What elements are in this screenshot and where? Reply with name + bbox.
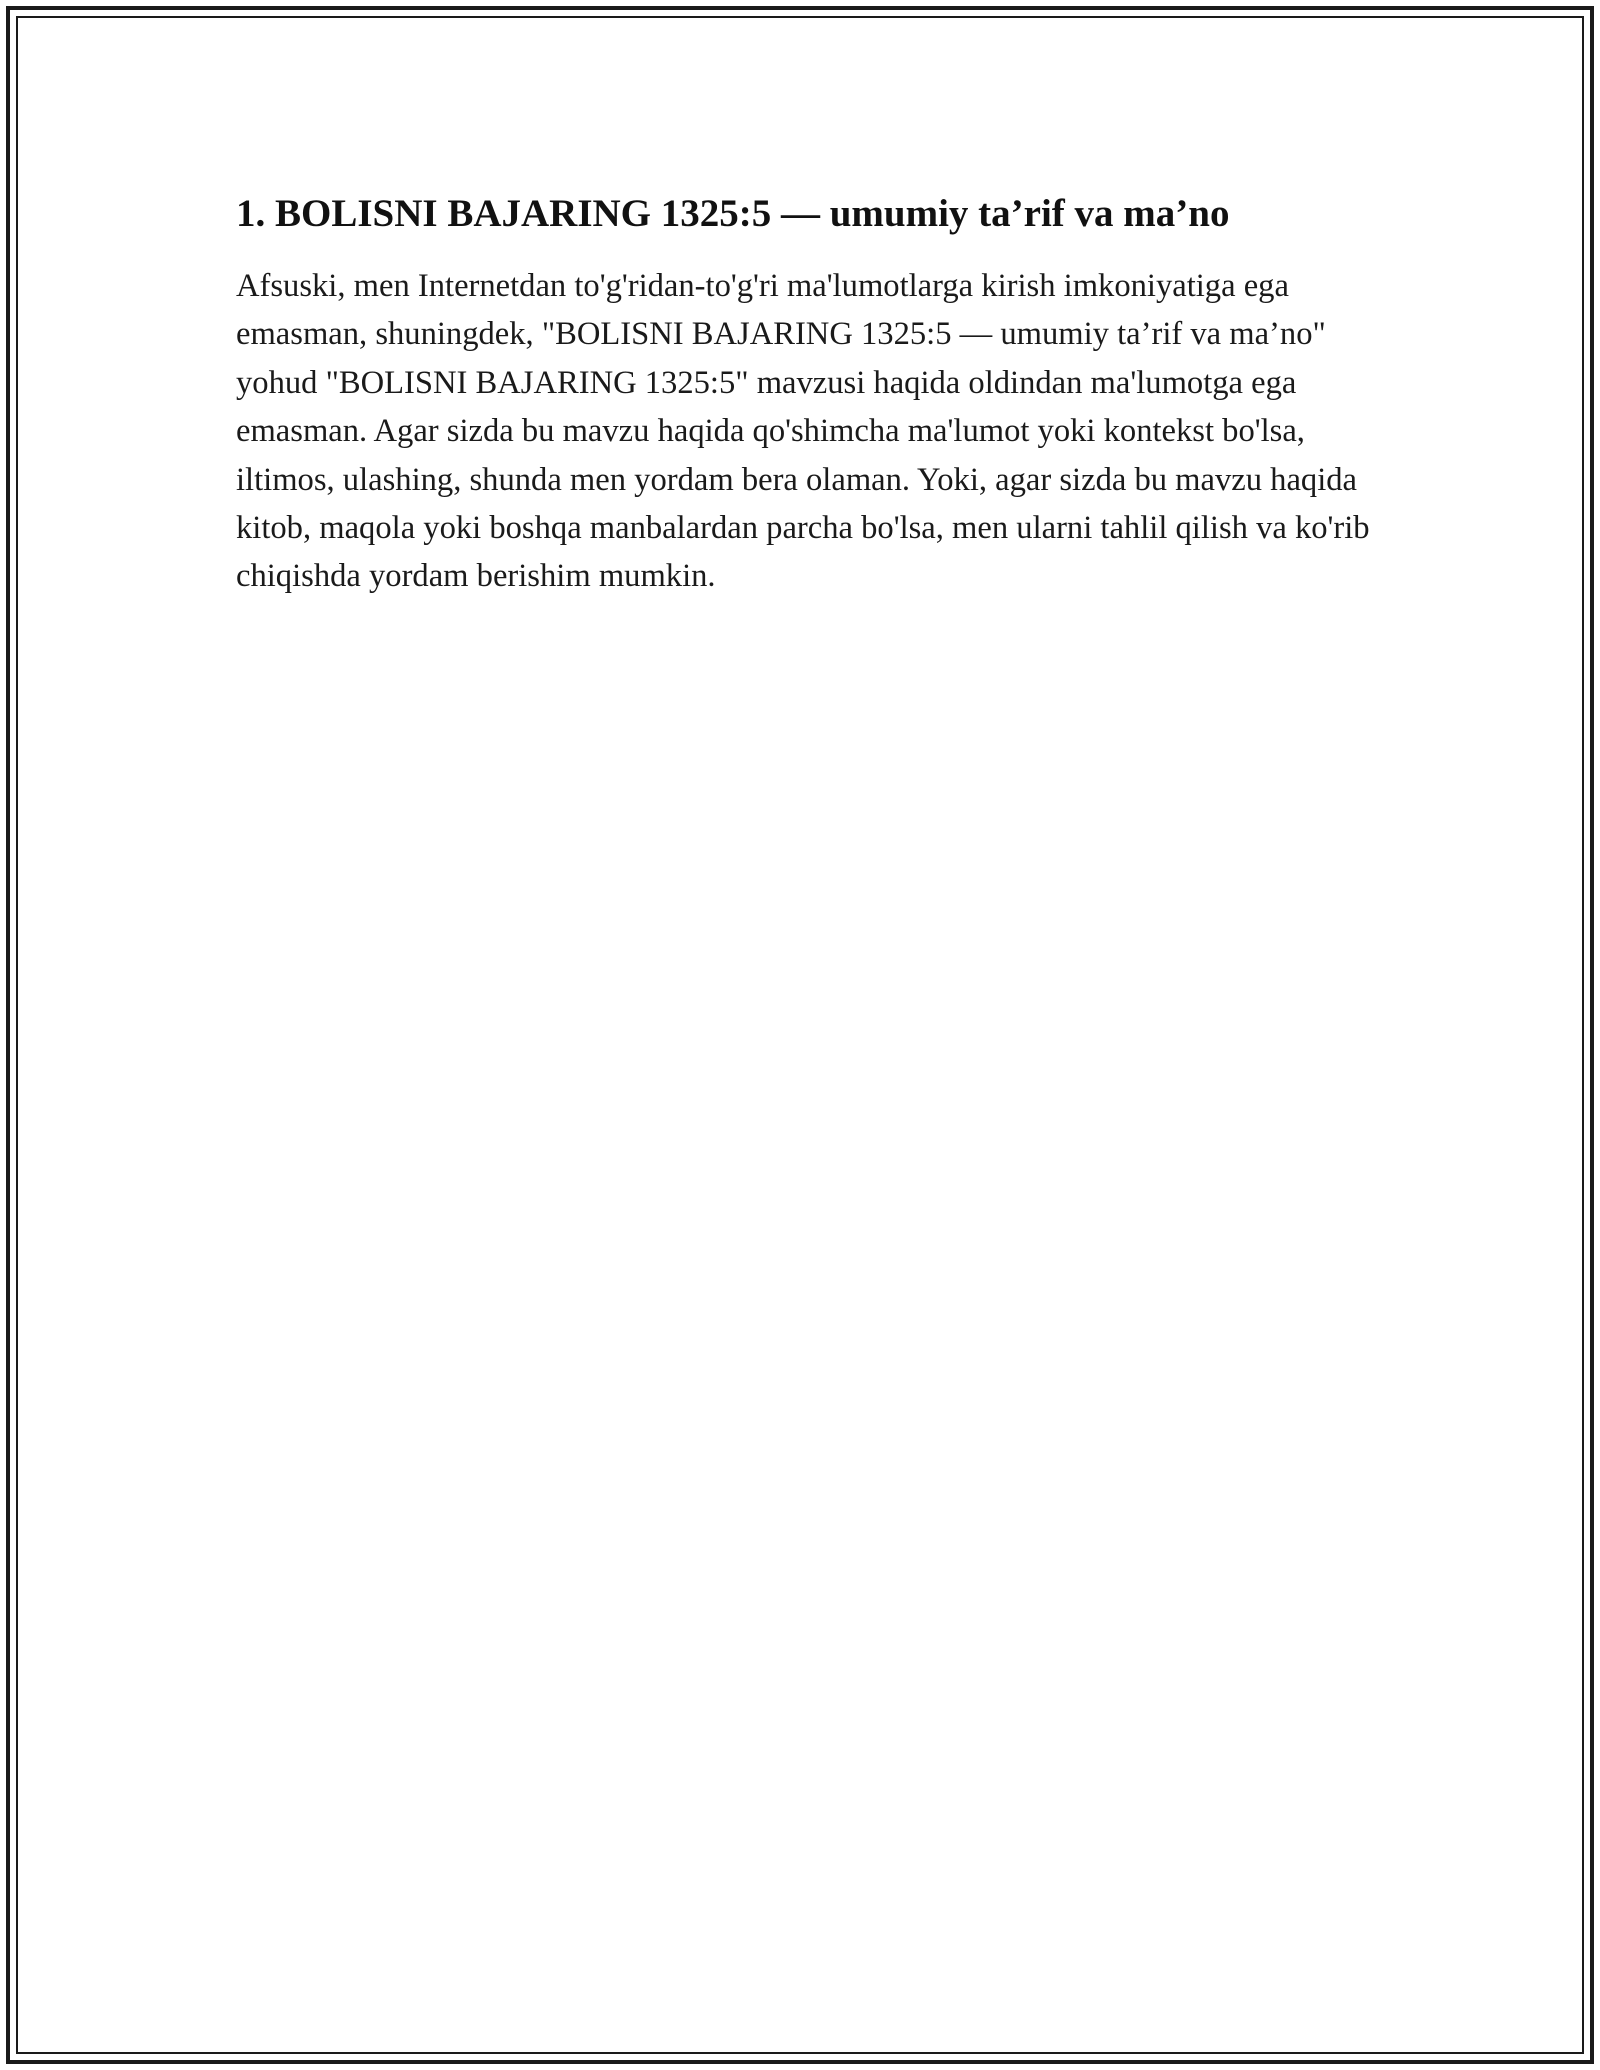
section-paragraph: Afsuski, men Internetdan to'g'ridan-to'g'ri ma'lumotlarga kirish imkoniyatiga ega emasman, shuningdek, "BOLISNI BAJARING 1325:5 — umumiy ta’rif va ma’no" yohud "BOLISNI BAJARING 1325:5" mavzusi haqida oldindan ma'lumotga ega emasman. Agar sizda bu mavzu haqida qo'shimcha ma'lumot yoki kontekst bo'lsa, iltimos, ulashing, shunda men yordam bera olaman. Yoki, agar sizda bu mavzu haqida kitob, maqola yoki boshqa manbalardan parcha bo'lsa, men ularni tahlil qilish va ko'rib chiqishda yordam berishim mumkin. (236, 268, 1370, 595)
section-heading: 1. BOLISNI BAJARING 1325:5 — umumiy ta’rif va ma’no (236, 192, 1230, 235)
document-content (236, 186, 1376, 601)
